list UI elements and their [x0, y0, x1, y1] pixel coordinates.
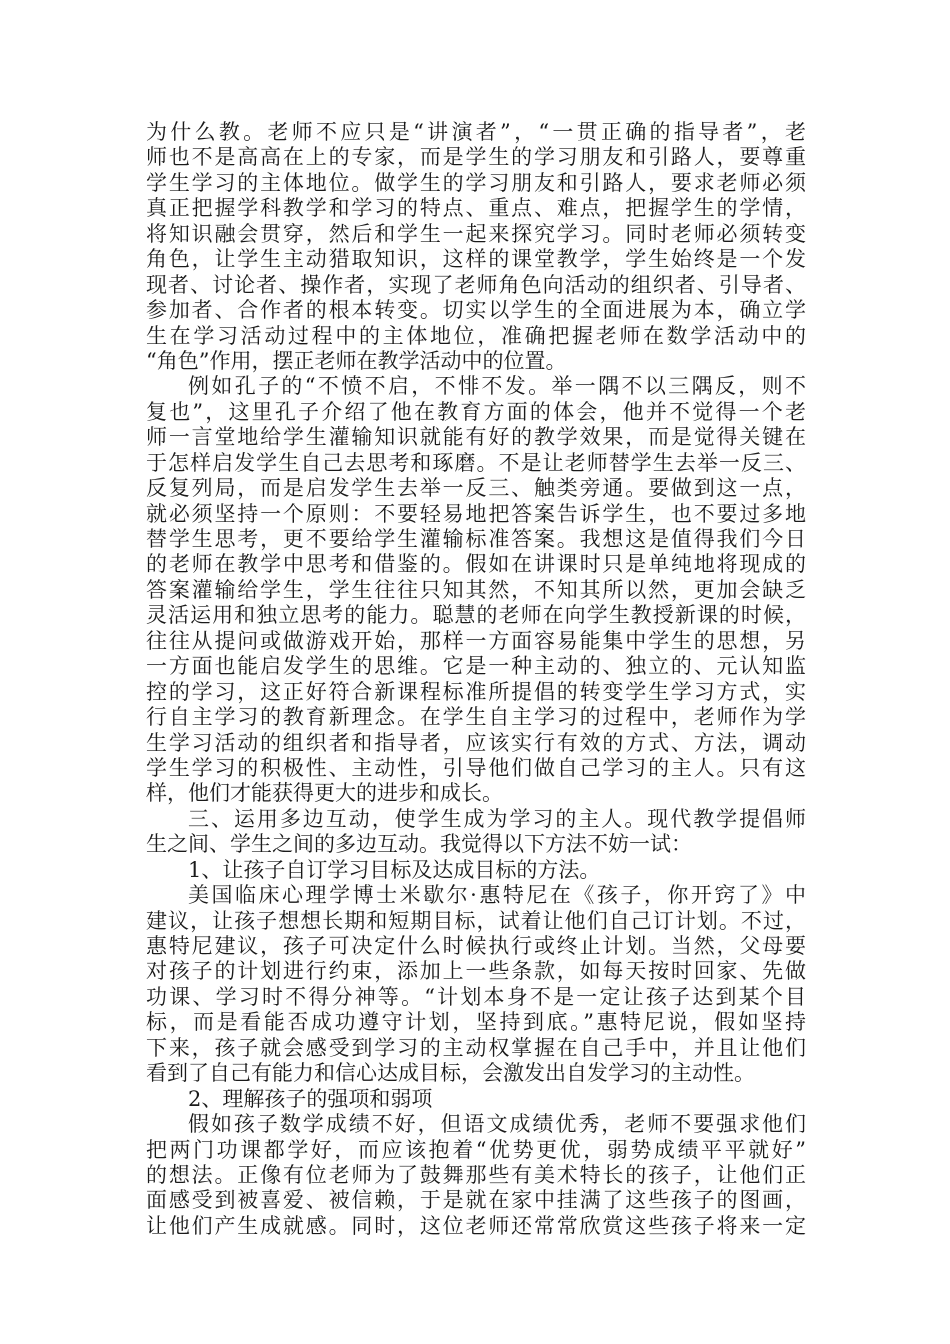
text-line: 的老师在教学中思考和借鉴的。假如在讲课时只是单纯地将现成的 [146, 552, 806, 577]
text-line: 一方面也能启发学生的思维。它是一种主动的、独立的、元认知监 [146, 654, 806, 679]
text-line: 于怎样启发学生自己去思考和琢磨。不是让老师替学生去举一反三、 [146, 450, 806, 475]
text-line: 师一言堂地给学生灌输知识就能有好的教学效果，而是觉得关键在 [146, 425, 806, 450]
text-line: 标，而是看能否成功遵守计划，坚持到底。”惠特尼说，假如坚持 [146, 1010, 806, 1035]
text-line: 角色，让学生主动猎取知识，这样的课堂教学，学生始终是一个发 [146, 247, 806, 272]
text-line: 生之间、学生之间的多边互动。我觉得以下方法不妨一试： [146, 832, 692, 857]
text-line: 假如孩子数学成绩不好，但语文成绩优秀，老师不要强求他们 [188, 1112, 806, 1137]
text-line: 下来，孩子就会感受到学习的主动权掌握在自己手中，并且让他们 [146, 1035, 806, 1060]
text-line: 把两门功课都学好，而应该抱着“优势更优，弱势成绩平平就好” [146, 1137, 806, 1162]
text-line: 惠特尼建议，孩子可决定什么时候执行或终止计划。当然，父母要 [146, 934, 806, 958]
text-line: 学生学习的积极性、主动性，引导他们做自己学习的主人。只有这 [146, 755, 806, 780]
text-line: 控的学习，这正好符合新课程标准所提倡的转变学生学习方式，实 [146, 679, 806, 704]
document-body-text [146, 120, 806, 1239]
text-line: 灵活运用和独立思考的能力。聪慧的老师在向学生教授新课的时候， [146, 603, 806, 628]
text-line: 对孩子的计划进行约束，添加上一些条款，如每天按时回家、先做 [146, 959, 806, 984]
text-line: 复也”，这里孔子介绍了他在教育方面的体会，他并不觉得一个老 [146, 399, 806, 424]
text-line: 生在学习活动过程中的主体地位，准确把握老师在数学活动中的 [146, 323, 806, 348]
text-line: 替学生思考，更不要给学生灌输标准答案。我想这是值得我们今日 [146, 527, 806, 551]
text-line: 让他们产生成就感。同时，这位老师还常常欣赏这些孩子将来一定 [146, 1213, 806, 1238]
text-line: 面感受到被喜爱、被信赖，于是就在家中挂满了这些孩子的图画， [146, 1188, 806, 1213]
text-line: 三、运用多边互动，使学生成为学习的主人。现代教学提倡师 [188, 806, 806, 831]
text-line: 生学习活动的组织者和指导者，应该实行有效的方式、方法，调动 [146, 730, 806, 755]
text-line: 2、理解孩子的强项和弱项 [188, 1086, 433, 1111]
text-line: 师也不是高高在上的专家，而是学生的学习朋友和引路人，要尊重 [146, 145, 806, 170]
text-line: 为什么教。老师不应只是“讲演者”，“一贯正确的指导者”，老 [146, 120, 806, 144]
text-line: 真正把握学科教学和学习的特点、重点、难点，把握学生的学情， [146, 196, 806, 221]
text-line: 往往从提问或做游戏开始，那样一方面容易能集中学生的思想，另 [146, 628, 806, 653]
text-line: 功课、学习时不得分神等。“计划本身不是一定让孩子达到某个目 [146, 984, 806, 1009]
text-line: 学生学习的主体地位。做学生的学习朋友和引路人，要求老师必须 [146, 170, 806, 195]
text-line: 现者、讨论者、操作者，实现了老师角色向活动的组织者、引导者、 [146, 272, 806, 297]
text-line: 行自主学习的教育新理念。在学生自主学习的过程中，老师作为学 [146, 705, 806, 730]
text-line: 美国临床心理学博士米歇尔·惠特尼在《孩子，你开窍了》中 [188, 883, 806, 908]
text-line: “角色”作用，摆正老师在教学活动中的位置。 [146, 348, 567, 373]
text-line: 将知识融会贯穿，然后和学生一起来探究学习。同时老师必须转变 [146, 221, 806, 246]
text-line: 参加者、合作者的根本转变。切实以学生的全面进展为本，确立学 [146, 298, 806, 323]
text-line: 1、让孩子自订学习目标及达成目标的方法。 [188, 857, 601, 882]
text-line: 例如孔子的“不愤不启，不悱不发。举一隅不以三隅反，则不 [188, 374, 806, 399]
text-line: 反复列局，而是启发学生去举一反三、触类旁通。要做到这一点， [146, 476, 806, 501]
text-line: 样，他们才能获得更大的进步和成长。 [146, 781, 503, 806]
text-line: 就必须坚持一个原则：不要轻易地把答案告诉学生，也不要过多地 [146, 501, 806, 526]
text-line: 看到了自己有能力和信心达成目标，会激发出自发学习的主动性。 [146, 1061, 755, 1086]
text-line: 答案灌输给学生，学生往往只知其然，不知其所以然，更加会缺乏 [146, 577, 806, 602]
text-line: 的想法。正像有位老师为了鼓舞那些有美术特长的孩子，让他们正 [146, 1162, 806, 1187]
text-line: 建议，让孩子想想长期和短期目标，试着让他们自己订计划。不过， [146, 908, 806, 933]
